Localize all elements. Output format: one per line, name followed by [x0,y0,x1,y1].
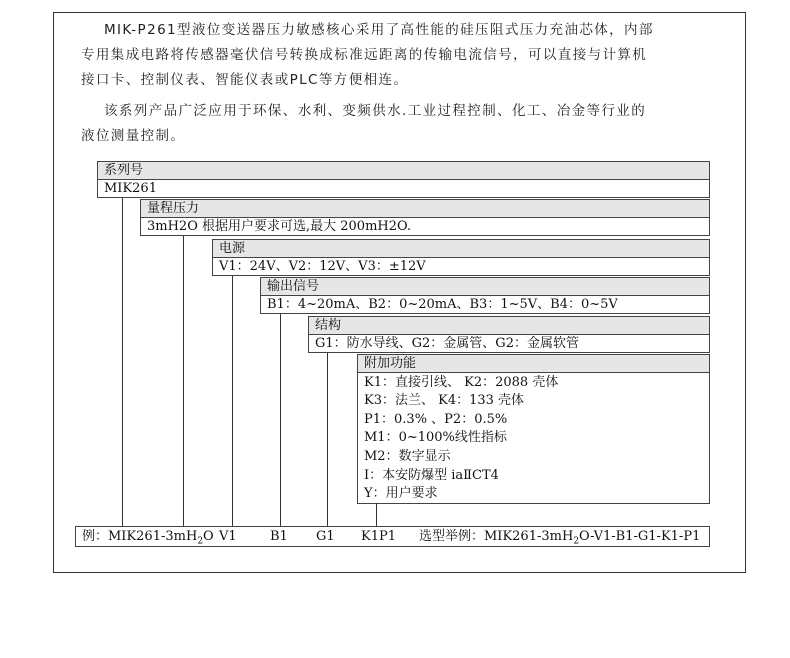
series-value: MIK261 [104,181,157,196]
example-box [75,526,710,547]
example-output: B1 [270,529,288,544]
power-value: V1：24V、V2：12V、V3：±12V [219,259,426,274]
extra-option: Y：用户要求 [364,486,438,501]
structure-header: 结构 [315,318,342,333]
structure-value: G1：防水导线、G2：金属管、G2：金属软管 [315,336,579,351]
extra-option: M1：0~100%线性指标 [364,430,507,445]
series-header-box [97,161,710,180]
series-header: 系列号 [104,163,144,178]
example-power: V1 [219,529,237,544]
extra-option: P1：0.3% 、P2：0.5% [364,412,508,427]
extra-options-box [357,372,710,504]
extra-option: I：本安防爆型 iaⅡCT4 [364,468,499,483]
output-value-box [260,295,710,314]
range-value: 3mH2O 根据用户要求可选,最大 200mH2O. [147,219,412,234]
output-header-box [260,277,710,296]
example-model: 选型举例：$MIK261-3mH_2O-V1-B1-G1-K1-P1$ [419,529,701,547]
power-value-box [212,257,710,276]
structure-value-box [308,334,710,353]
range-header: 量程压力 [147,201,200,216]
connector-output [280,314,281,526]
connector-structure [327,353,328,526]
power-header: 电源 [219,241,246,256]
intro-line-2: 专用集成电路将传感器毫伏信号转换成标准远距离的传输电流信号，可以直接与计算机 [81,47,648,63]
connector-extra [376,503,377,526]
connector-series [122,198,123,526]
range-value-box [140,217,710,236]
structure-header-box [308,316,710,335]
extra-option: M2：数字显示 [364,449,451,464]
intro-line-1: MIK-P261型液位变送器压力敏感核心采用了高性能的硅压阻式压力充油芯体，内部 [104,22,654,38]
connector-power [232,276,233,526]
intro-line-5: 液位测量控制。 [81,128,186,144]
output-value: B1：4~20mA、B2：0~20mA、B3：1~5V、B4：0~5V [267,297,618,312]
output-header: 输出信号 [267,279,320,294]
series-value-box [97,179,710,198]
example-prefix: 例：$MIK261-3mH_2O$ [82,529,214,547]
example-extra: K1P1 [361,529,397,544]
power-header-box [212,239,710,258]
extra-header-box [357,354,710,373]
intro-line-4: 该系列产品广泛应用于环保、水利、变频供水.工业过程控制、化工、冶金等行业的 [104,103,647,119]
extra-option: K1：直接引线、 K2：2088 壳体 [364,375,559,390]
example-structure: G1 [316,529,335,544]
intro-line-3: 接口卡、控制仪表、智能仪表或PLC等方便相连。 [81,72,409,88]
extra-option: K3：法兰、 K4：133 壳体 [364,393,525,408]
range-header-box [140,199,710,218]
connector-range [183,236,184,526]
extra-header: 附加功能 [364,356,417,371]
